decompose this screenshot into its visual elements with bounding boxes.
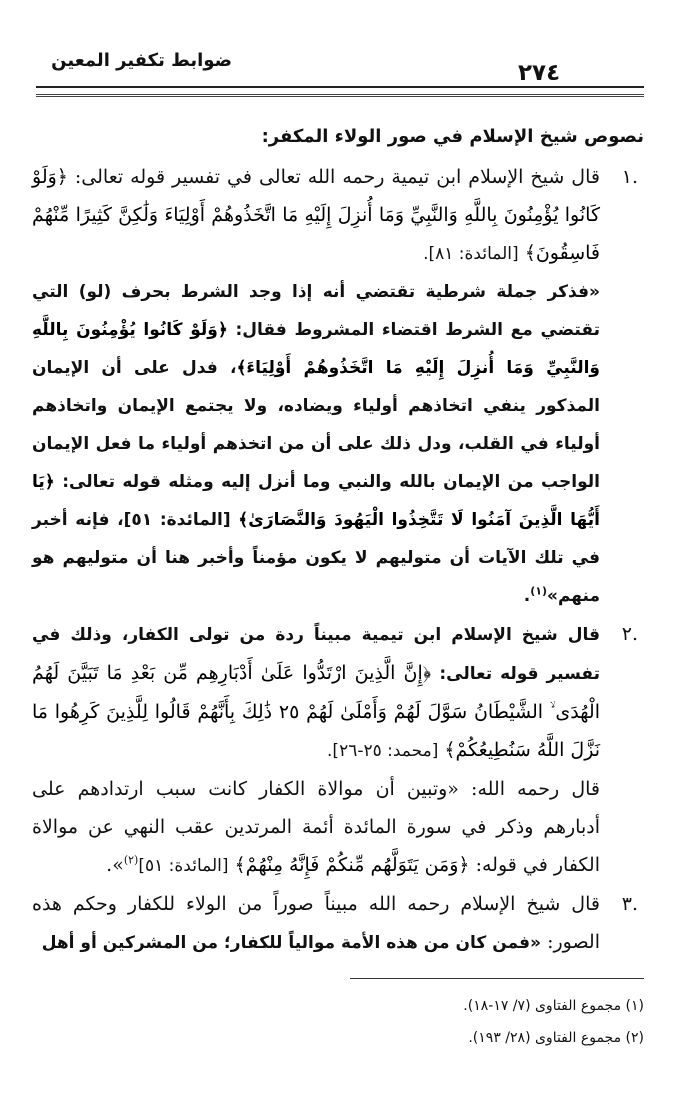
item-paragraph <box>32 615 600 770</box>
item-intro: قال شيخ الإسلام ابن تيمية مبيناً ردة من تولى الكفار، وذلك في تفسير قوله تعالى: <box>32 625 600 684</box>
quote-text: «فمن كان من هذه الأمة موالياً للكفار؛ من المشركين أو أهل <box>41 933 542 953</box>
verse-reference: [المائدة: ٨١]. <box>423 244 519 264</box>
item-number: .٢ <box>621 623 638 645</box>
quran-verse: ﴿وَلَوْ كَانُوا يُؤْمِنُونَ بِاللَّهِ وَالنَّبِيِّ وَمَا أُنزِلَ إِلَيْهِ مَا اتَّخَذُوهُمْ أَوْلِيَاءَ﴾ <box>32 320 600 378</box>
quote-text: فإنه أخبر في تلك الآيات أن متوليهم لا يكون مؤمناً وأخبر هنا أن متوليهم هو منهم» <box>32 510 600 606</box>
page-number: ٢٧٤ <box>518 60 561 86</box>
item-paragraph <box>32 885 600 962</box>
list-item-3 <box>32 885 644 962</box>
footnotes <box>32 990 644 1054</box>
section-heading: نصوص شيخ الإسلام في صور الولاء المكفر: <box>261 126 644 147</box>
footnote-marker[interactable]: (١) <box>530 584 547 598</box>
footnote-2: (٢) مجموع الفتاوى (٢٨/ ١٩٣). <box>468 1030 644 1046</box>
item-intro: قال شيخ الإسلام ابن تيمية رحمه الله تعالى في تفسير قوله تعالى: <box>74 166 600 188</box>
quotation: «فذكر جملة شرطية تقتضي أنه إذا وجد الشرط بحرف (لو) التي تقتضي مع الشرط اقتضاء المشروط فقال: ﴿وَلَوْ كَانُوا يُؤْمِنُونَ بِاللَّهِ وَالنَّبِيِّ وَمَا أُنزِلَ إِلَيْهِ مَا اتَّخَذُوهُمْ أَوْلِيَاءَ﴾، فدل على أن الإيمان المذكور ينفي اتخاذهم أولياء ويضاده، ولا يجتمع الإيمان واتخاذهم أولياء في القلب، ودل ذلك على أن من اتخذهم أولياء ما فعل الإيمان الواجب من الإيمان بالله والنبي وما أنزل إليه ومثله قوله تعالى: ﴿يَا أَيُّهَا الَّذِينَ آمَنُوا لَا تَتَّخِذُوا الْيَهُودَ وَالنَّصَارَىٰ﴾ [المائدة: ٥١]، فإنه أخبر في تلك الآيات أن متوليهم لا يكون مؤمناً وأخبر هنا أن متوليهم هو منهم»$^{(١)}$. <box>32 282 601 606</box>
verse-reference: [المائدة: ٥١] <box>138 856 229 876</box>
running-title: ضوابط تكفير المعين <box>51 50 232 71</box>
item-number: .٣ <box>621 893 638 915</box>
quote-text: «فذكر جملة شرطية تقتضي أنه إذا وجد الشرط بحرف (لو) التي تقتضي مع الشرط اقتضاء المشروط فقال: <box>32 282 600 340</box>
para-text: قال رحمه الله: «وتبين أن موالاة الكفار كانت سبب ارتدادهم على أدبارهم وذكر في سورة المائدة أئمة المرتدين عقب النهي عن موالاة الكفار في قوله: <box>32 778 600 876</box>
quran-verse: ﴿وَلَوْ كَانُوا يُؤْمِنُونَ بِاللَّهِ وَالنَّبِيِّ وَمَا أُنزِلَ إِلَيْهِ مَا اتَّخَذُوهُمْ أَوْلِيَاءَ وَلَٰكِنَّ كَثِيرًا مِّنْهُمْ فَاسِقُونَ﴾ <box>32 166 600 264</box>
item-number: .١ <box>621 166 638 188</box>
item-paragraph <box>32 158 600 273</box>
quran-verse: ﴿إِنَّ الَّذِينَ ارْتَدُّوا عَلَىٰ أَدْبَارِهِم مِّن بَعْدِ مَا تَبَيَّنَ لَهُمُ الْهُدَى ۙ الشَّيْطَانُ سَوَّلَ لَهُمْ وَأَمْلَىٰ لَهُمْ ٢٥ ذَٰلِكَ بِأَنَّهُمْ قَالُوا لِلَّذِينَ كَرِهُوا مَا نَزَّلَ اللَّهُ سَنُطِيعُكُمْ﴾ <box>32 662 600 761</box>
list-item-1 <box>32 158 644 615</box>
footnote-1: (١) مجموع الفتاوى (٧/ ١٧-١٨). <box>463 998 644 1014</box>
para-end: ». <box>106 854 124 876</box>
header-divider <box>36 86 644 97</box>
footnote-marker[interactable]: (٢) <box>123 853 139 867</box>
quote-text: ، فدل على أن الإيمان المذكور ينفي اتخاذهم أولياء ويضاده، ولا يجتمع الإيمان واتخاذهم أولياء في القلب، ودل ذلك على أن من اتخذهم أولياء ما فعل الإيمان الواجب من الإيمان بالله والنبي وما أنزل إليه ومثله قوله تعالى: <box>32 358 601 492</box>
verse-reference: [محمد: ٢٥-٢٦]. <box>327 741 439 761</box>
quran-verse: ﴿وَمَن يَتَوَلَّهُم مِّنكُمْ فَإِنَّهُ مِنْهُمْ﴾ <box>234 854 470 876</box>
item-intro: قال شيخ الإسلام رحمه الله مبيناً صوراً من الولاء للكفار وحكم هذه الصور: <box>32 893 600 953</box>
list-item-2 <box>32 615 644 885</box>
footnote-divider <box>350 978 644 979</box>
main-text <box>32 118 644 962</box>
verse-reference: [المائدة: ٥١]، <box>117 510 231 530</box>
item-paragraph <box>32 770 600 885</box>
quran-verse: ﴿يَا أَيُّهَا الَّذِينَ آمَنُوا لَا تَتَّخِذُوا الْيَهُودَ وَالنَّصَارَىٰ﴾ <box>32 472 600 530</box>
